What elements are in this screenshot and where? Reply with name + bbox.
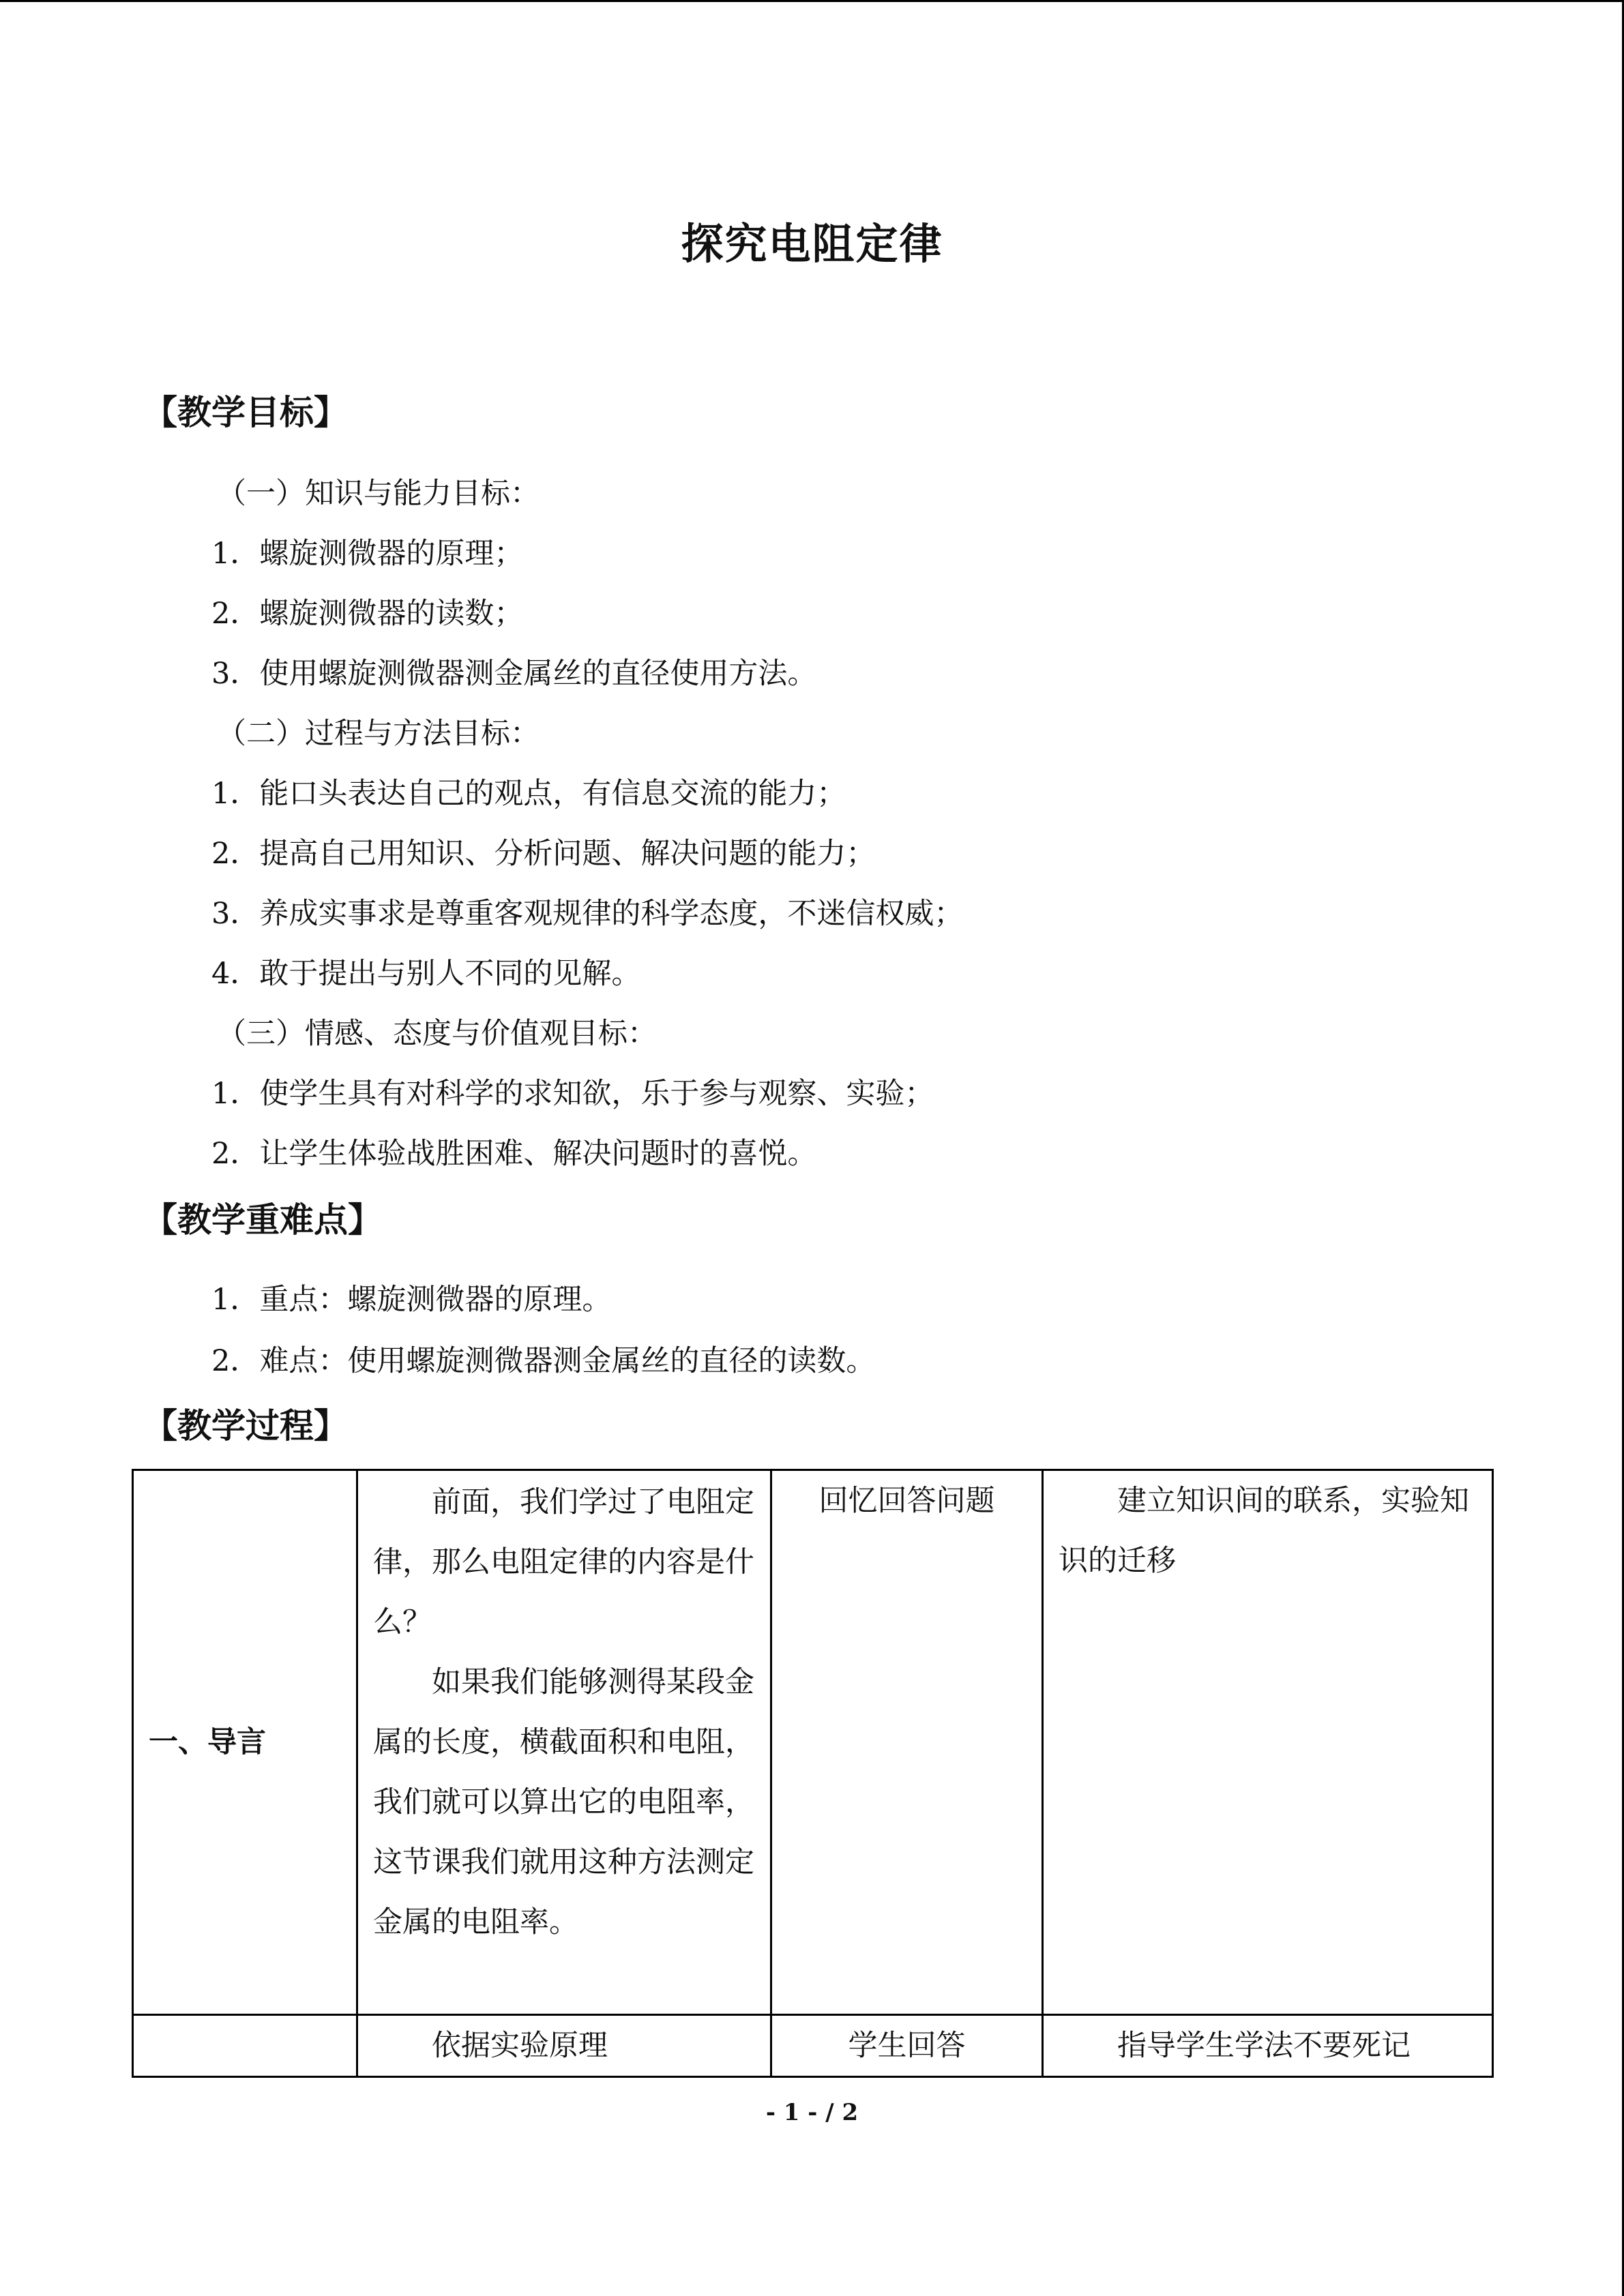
student-activity-cell: 回忆回答问题 (771, 1470, 1043, 2015)
stage-cell: 一、导言 (133, 1470, 357, 2015)
key-point-item: 1．重点：螺旋测微器的原理。 (211, 1283, 612, 1317)
page-number: - 1 - / 2 (765, 2099, 859, 2126)
teacher-activity-paragraph: 前面，我们学过了电阻定律，那么电阻定律的内容是什么？ (373, 1485, 754, 1639)
emotion-values-item: 1．使学生具有对科学的求知欲，乐于参与观察、实验； (211, 1077, 934, 1111)
key-points-heading: 【教学重难点】 (143, 1200, 382, 1240)
process-heading: 【教学过程】 (143, 1406, 348, 1446)
objectives-heading: 【教学目标】 (143, 393, 348, 432)
teacher-activity-cell (357, 1470, 771, 2015)
table-row (133, 1470, 1493, 2015)
knowledge-item: 1．螺旋测微器的原理； (211, 537, 524, 571)
teacher-activity-paragraph: 如果我们能够测得某段金属的长度，横截面积和电阻，我们就可以算出它的电阻率，这节课我们就用这种方法测定金属的电阻率。 (373, 1665, 754, 1939)
process-methods-item: 1．能口头表达自己的观点，有信息交流的能力； (211, 777, 846, 811)
stage-cell (133, 2015, 357, 2077)
knowledge-item: 2．螺旋测微器的读数； (211, 597, 524, 631)
teacher-activity-cell: 依据实验原理 (357, 2015, 771, 2077)
process-methods-subheading: （二）过程与方法目标： (217, 717, 540, 751)
emotion-values-item: 2．让学生体验战胜困难、解决问题时的喜悦。 (211, 1137, 817, 1171)
process-methods-item: 3．养成实事求是尊重客观规律的科学态度，不迷信权威； (211, 897, 964, 931)
design-intent-cell: 建立知识间的联系，实验知识的迁移 (1043, 1470, 1493, 2015)
design-intent-cell: 指导学生学法不要死记 (1043, 2015, 1493, 2077)
process-methods-item: 2．提高自己用知识、分析问题、解决问题的能力； (211, 837, 876, 871)
knowledge-item: 3．使用螺旋测微器测金属丝的直径使用方法。 (211, 657, 817, 691)
process-methods-item: 4．敢于提出与别人不同的见解。 (211, 957, 641, 991)
emotion-values-subheading: （三）情感、态度与价值观目标： (217, 1017, 657, 1051)
process-table (132, 1469, 1494, 2078)
document-title: 探究电阻定律 (681, 219, 943, 269)
student-activity-cell: 学生回答 (771, 2015, 1043, 2077)
key-point-item: 2．难点：使用螺旋测微器测金属丝的直径的读数。 (211, 1344, 876, 1378)
knowledge-subheading: （一）知识与能力目标： (217, 477, 540, 511)
table-row (133, 2015, 1493, 2077)
